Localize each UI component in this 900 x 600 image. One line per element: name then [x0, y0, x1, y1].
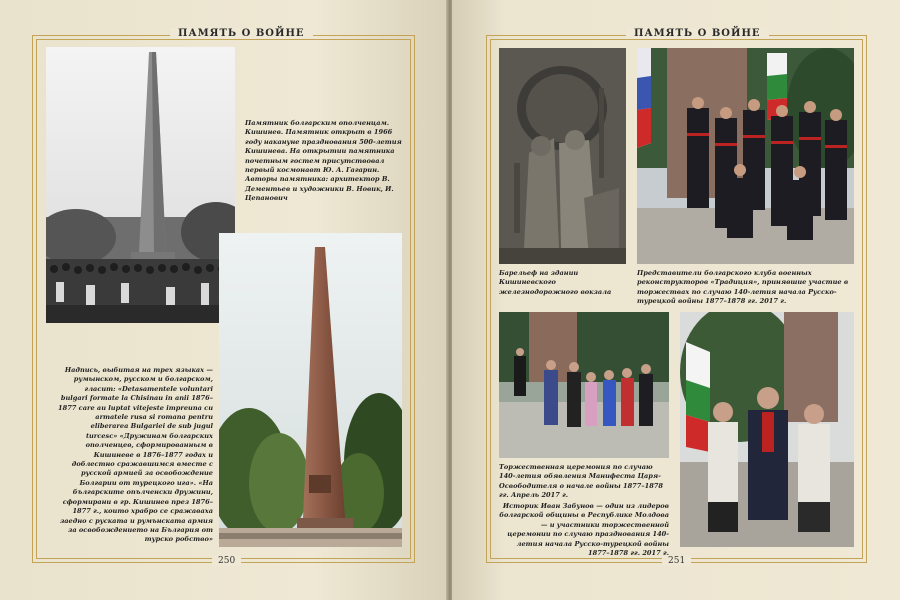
caption-zabunov: Историк Иван Забунов — один из лидеров болгарской общины в Республике Молдова — и участники торжественной церемонии по случаю празднования 140-летия начала Русско-турецкой войны 1877–1878 гг. 2017 г.: [499, 502, 669, 558]
photo-ceremony: [499, 312, 669, 458]
photo-relief: [499, 48, 626, 264]
page-header: ПАМЯТЬ О ВОЙНЕ: [170, 28, 313, 39]
right-page: [452, 0, 900, 600]
photo-zabunov: [680, 312, 854, 547]
caption-inscription: Надпись, выбитая на трех языках — румынском, русском и болгарском, гласит: «Detasamentele voluntari bulgari formate la Chisinau in anii 1876–1877 care au luptat vitejeste impreuna cu armatele rusa si romana pentru eliberarea Bulgariei de sub jugul turcesc» «Дружинам болгарских ополченцев, сформированным в Кишиневе в 1876–1877 годах и доблестно сражавшимся вместе с русской армией за освобождение Болгарии от турецкого ига». «На българските опълченски дружини, сформирани в гр. Кишинев през 1876–1877 г., които храбро се сражаваха заедно с руската и румънската армия за освобождението на България от турско робство»: [58, 366, 213, 544]
caption-ceremony: Торжественная церемония по случаю 140-летия обявления Манифеста Царя-Освободителя о начале войны 1877–1878 гг. Апрель 2017 г.: [499, 463, 663, 500]
caption-reenactors: Представители болгарского клуба военных реконструкторов «Традиция», принявшие участие в торжествах по случаю 140-летия начала Русско-турецкой войны 1877–1878 гг. 2017 г.: [637, 269, 849, 306]
left-page: [0, 0, 449, 600]
page-header: ПАМЯТЬ О ВОЙНЕ: [626, 28, 769, 39]
caption-monument: Памятник болгарским ополченцам. Кишинев. Памятник открыт в 1966 году накануне празднования 500-летия Кишинева. На открытии памятника почетным гостем присутствовал первый космонавт Ю. А. Гагарин. Авторы памятника: архитектор В. Дементьев и художники В. Новик, И. Цепанович: [245, 119, 402, 203]
page-number: 250: [212, 556, 241, 566]
page-number: 251: [662, 556, 691, 566]
photo-monument-opening: [46, 47, 235, 323]
caption-relief: Барельеф на здании Кишиневского железнодорожного вокзала: [499, 269, 612, 296]
photo-monument-color: [219, 233, 402, 547]
photo-reenactors: [637, 48, 854, 264]
